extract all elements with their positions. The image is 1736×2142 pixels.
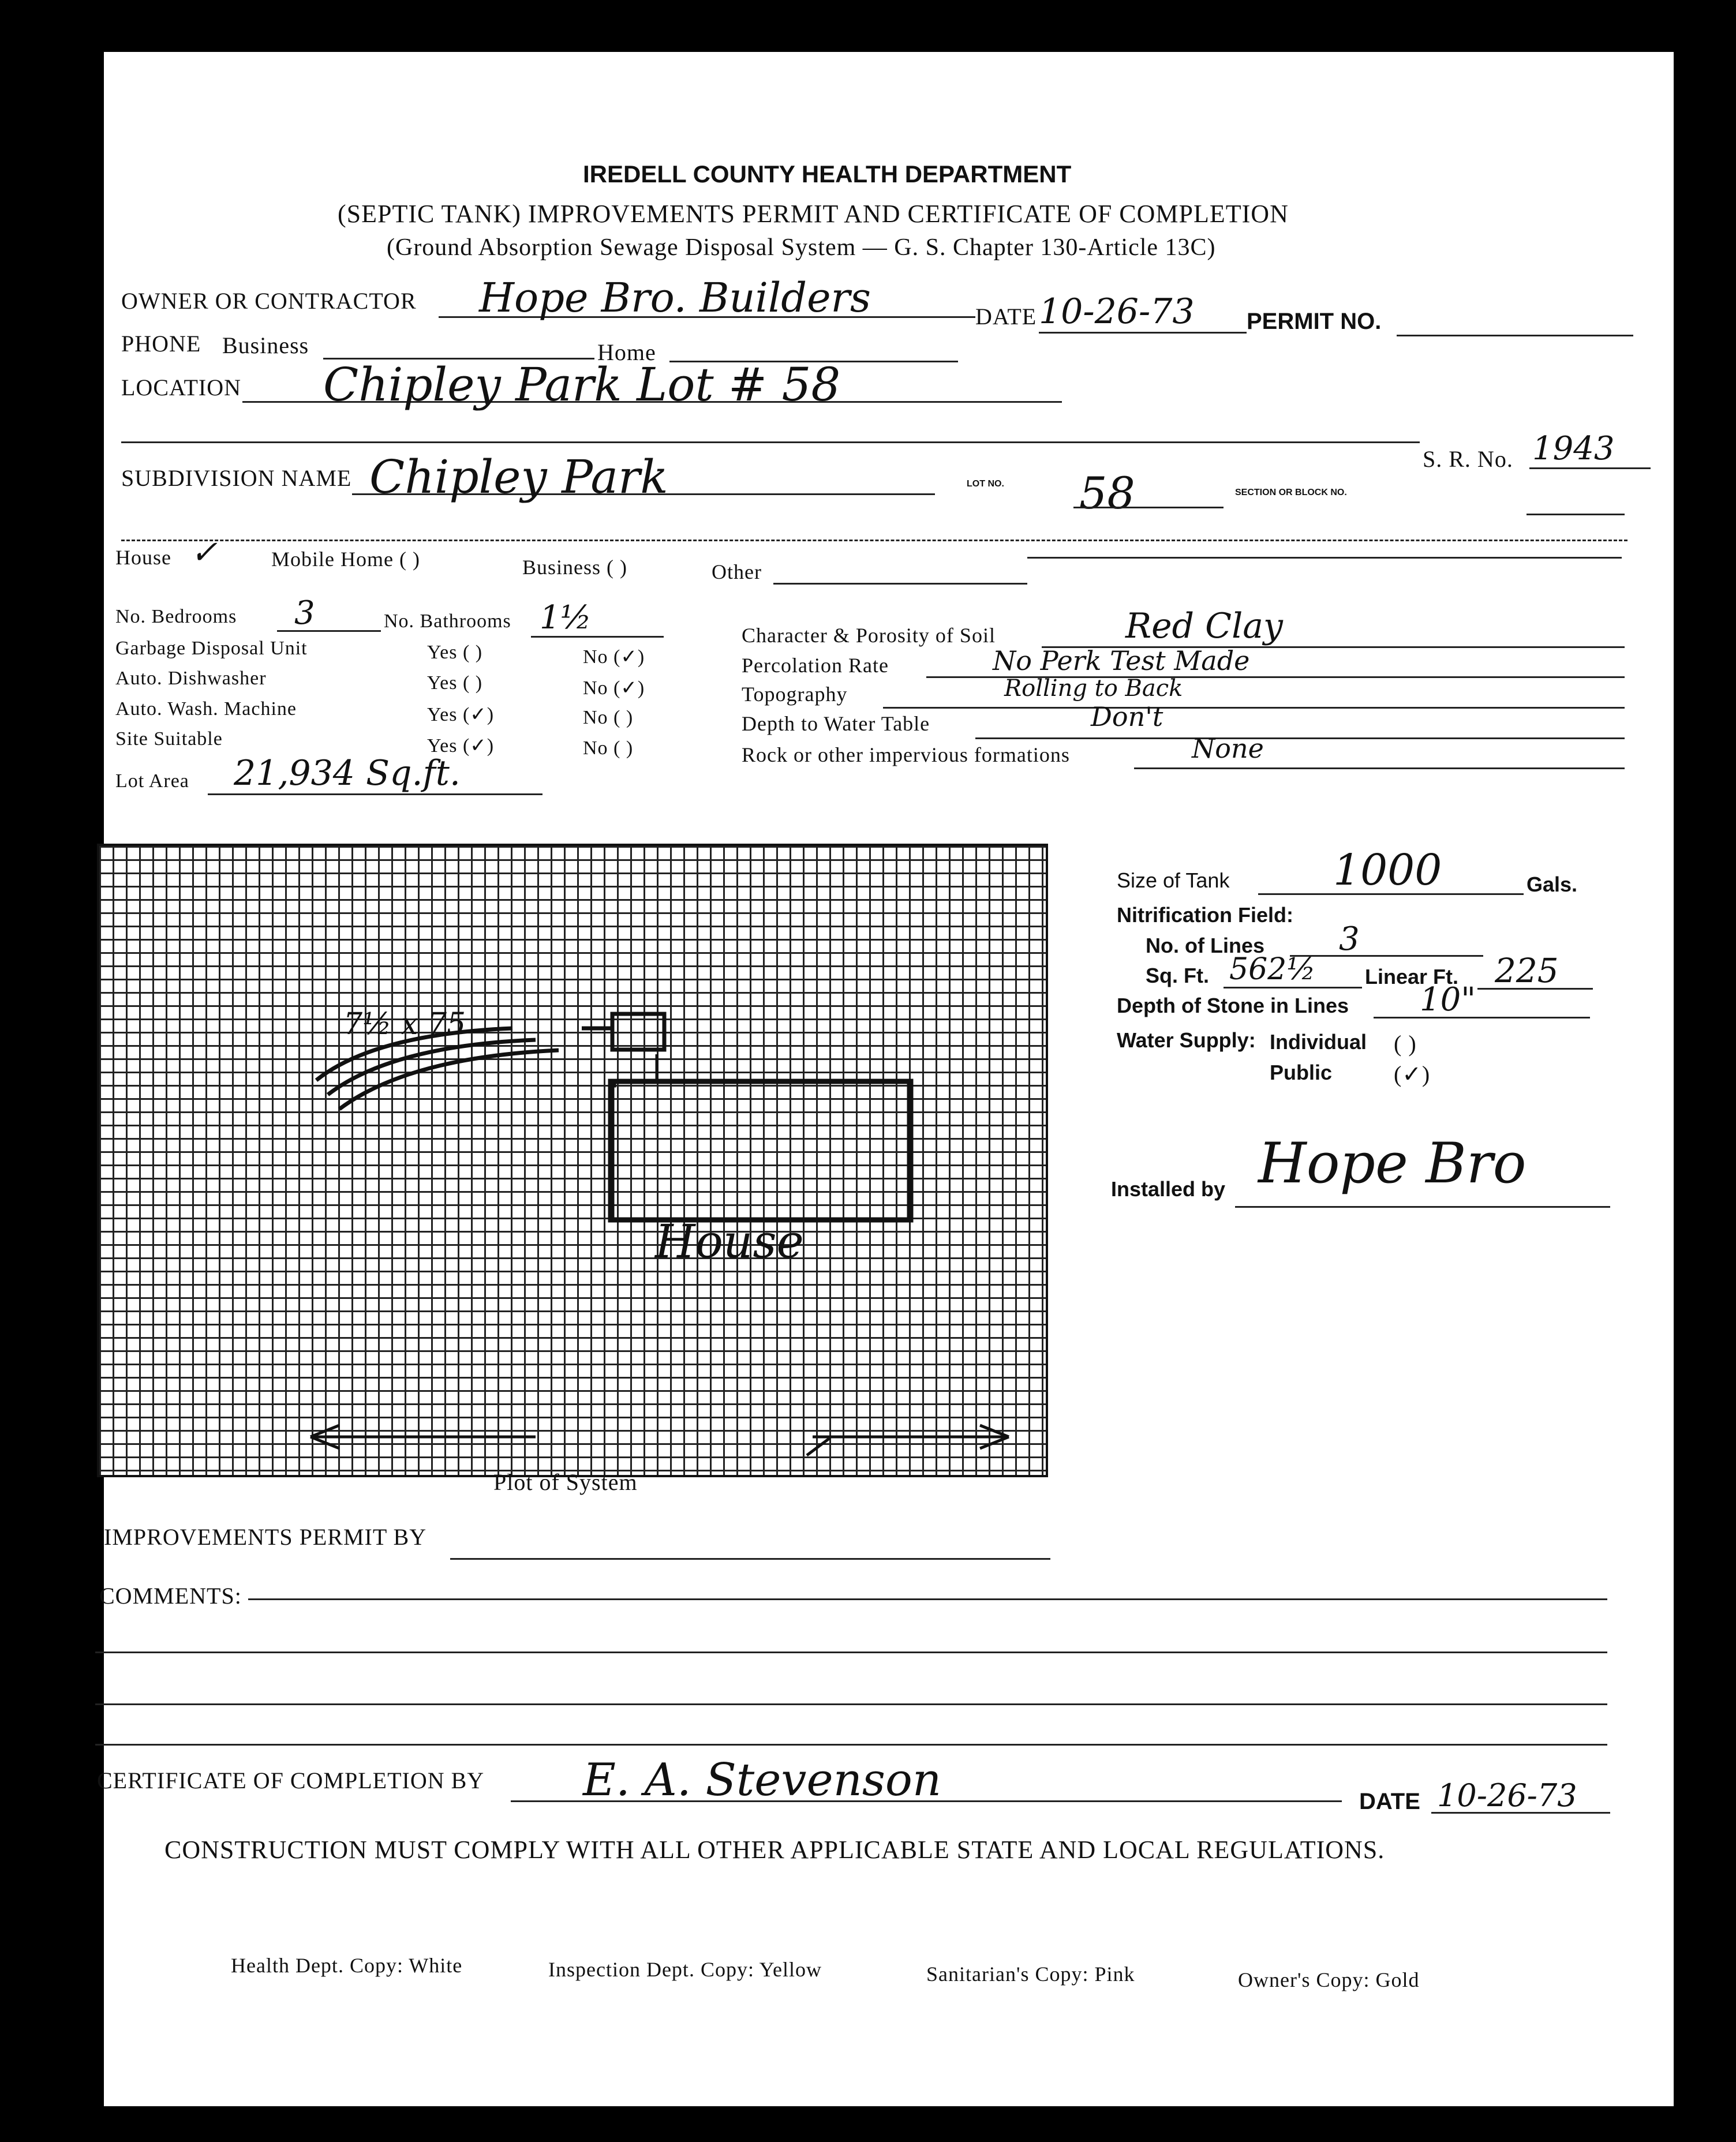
bedrooms-value: 3 (294, 594, 315, 632)
linear-ft-label: Linear Ft. (1365, 965, 1459, 988)
business-type-label: Business ( ) (522, 556, 627, 579)
site-suitable-label: Site Suitable (115, 728, 223, 750)
house-label: House (115, 546, 171, 569)
phone-home-label: Home (597, 339, 656, 365)
dishwasher-no: No (✓) (583, 677, 645, 699)
wash-machine-yes: Yes (✓) (427, 704, 495, 725)
dishwasher-label: Auto. Dishwasher (115, 668, 267, 689)
permit-label: PERMIT NO. (1247, 309, 1382, 334)
sqft-value: 562½ (1229, 952, 1316, 987)
bathrooms-value: 1½ (540, 599, 592, 636)
certificate-label: CERTIFICATE OF COMPLETION BY (97, 1767, 485, 1793)
lot-area-value: 21,934 Sq.ft. (234, 753, 461, 793)
gals-label: Gals. (1527, 872, 1578, 896)
stone-depth-value: 10" (1420, 981, 1476, 1018)
phone-label: PHONE (121, 331, 201, 357)
water-supply-label: Water Supply: (1117, 1028, 1256, 1052)
sr-label: S. R. No. (1423, 446, 1513, 472)
bedrooms-label: No. Bedrooms (115, 606, 237, 627)
lot-label: LOT NO. (967, 479, 1004, 489)
wash-machine-no: No ( ) (583, 707, 634, 728)
date-value: 10-26-73 (1039, 291, 1195, 332)
improvements-permit-label: IMPROVEMENTS PERMIT BY (104, 1524, 427, 1550)
subdivision-label: SUBDIVISION NAME (121, 465, 352, 491)
site-suitable-no: No ( ) (583, 737, 634, 759)
certificate-date-value: 10-26-73 (1437, 1777, 1577, 1814)
public-mark: (✓) (1394, 1061, 1431, 1087)
water-table-value: Don't (1091, 701, 1163, 732)
certificate-signature: E. A. Stevenson (583, 1754, 942, 1806)
copy-owner: Owner's Copy: Gold (1238, 1968, 1420, 1991)
department-title: IREDELL COUNTY HEALTH DEPARTMENT (583, 160, 1072, 188)
garbage-disposal-yes: Yes ( ) (427, 642, 483, 663)
installed-by-label: Installed by (1111, 1177, 1226, 1201)
individual-label: Individual (1270, 1030, 1367, 1054)
certificate-date-label: DATE (1359, 1789, 1420, 1814)
phone-business-label: Business (222, 332, 309, 358)
lines-label: No. of Lines (1146, 934, 1264, 957)
location-label: LOCATION (121, 375, 241, 400)
site-suitable-yes: Yes (✓) (427, 735, 495, 757)
linear-ft-value: 225 (1495, 951, 1559, 990)
plot-caption: Plot of System (493, 1469, 638, 1495)
subdivision-value: Chipley Park (369, 450, 668, 504)
garbage-disposal-label: Garbage Disposal Unit (115, 638, 308, 659)
installed-by-value: Hope Bro (1258, 1131, 1527, 1196)
rock-formations-label: Rock or other impervious formations (742, 743, 1070, 766)
house-mark: ✓ (190, 534, 218, 571)
water-table-label: Depth to Water Table (742, 712, 930, 735)
soil-character-value: Red Clay (1125, 606, 1283, 646)
sqft-label: Sq. Ft. (1146, 964, 1209, 987)
form-subtitle: (Ground Absorption Sewage Disposal System — G. S. Chapter 130-Article 13C) (387, 234, 1216, 261)
location-value: Chipley Park Lot # 58 (323, 358, 841, 411)
other-label: Other (712, 560, 762, 583)
mobile-home-label: Mobile Home ( ) (271, 548, 420, 571)
bathrooms-label: No. Bathrooms (384, 611, 511, 632)
date-label: DATE (975, 304, 1037, 329)
dishwasher-yes: Yes ( ) (427, 672, 483, 694)
percolation-value: No Perk Test Made (993, 645, 1250, 676)
individual-mark: ( ) (1394, 1031, 1417, 1057)
garbage-disposal-no: No (✓) (583, 646, 645, 668)
owner-label: OWNER OR CONTRACTOR (121, 288, 417, 314)
owner-value: Hope Bro. Builders (479, 274, 871, 321)
copy-health-dept: Health Dept. Copy: White (231, 1954, 463, 1977)
form-title: (SEPTIC TANK) IMPROVEMENTS PERMIT AND CERTIFICATE OF COMPLETION (338, 200, 1289, 228)
copy-sanitarian: Sanitarian's Copy: Pink (926, 1963, 1135, 1986)
lot-area-label: Lot Area (115, 770, 189, 792)
stone-depth-label: Depth of Stone in Lines (1117, 994, 1349, 1017)
topography-label: Topography (742, 683, 848, 706)
sr-value: 1943 (1532, 430, 1615, 467)
plot-dimension-note: 7½ x 75 (343, 1007, 466, 1042)
topography-value: Rolling to Back (1004, 675, 1183, 702)
soil-character-label: Character & Porosity of Soil (742, 624, 996, 647)
nitrification-label: Nitrification Field: (1117, 903, 1293, 927)
plot-sketch (97, 844, 1043, 1473)
comments-label: COMMENTS: (99, 1583, 242, 1609)
tank-size-label: Size of Tank (1117, 868, 1230, 892)
tank-size-value: 1000 (1333, 845, 1442, 895)
rock-formations-value: None (1192, 733, 1264, 764)
lines-value: 3 (1339, 920, 1360, 958)
wash-machine-label: Auto. Wash. Machine (115, 698, 297, 720)
compliance-notice: CONSTRUCTION MUST COMPLY WITH ALL OTHER APPLICABLE STATE AND LOCAL REGULATIONS. (164, 1836, 1385, 1864)
lot-value: 58 (1079, 467, 1135, 519)
public-label: Public (1270, 1061, 1333, 1084)
plot-house-label: House (655, 1215, 804, 1268)
percolation-label: Percolation Rate (742, 654, 889, 677)
section-label: SECTION OR BLOCK NO. (1235, 488, 1347, 497)
copy-inspection-dept: Inspection Dept. Copy: Yellow (548, 1958, 822, 1981)
